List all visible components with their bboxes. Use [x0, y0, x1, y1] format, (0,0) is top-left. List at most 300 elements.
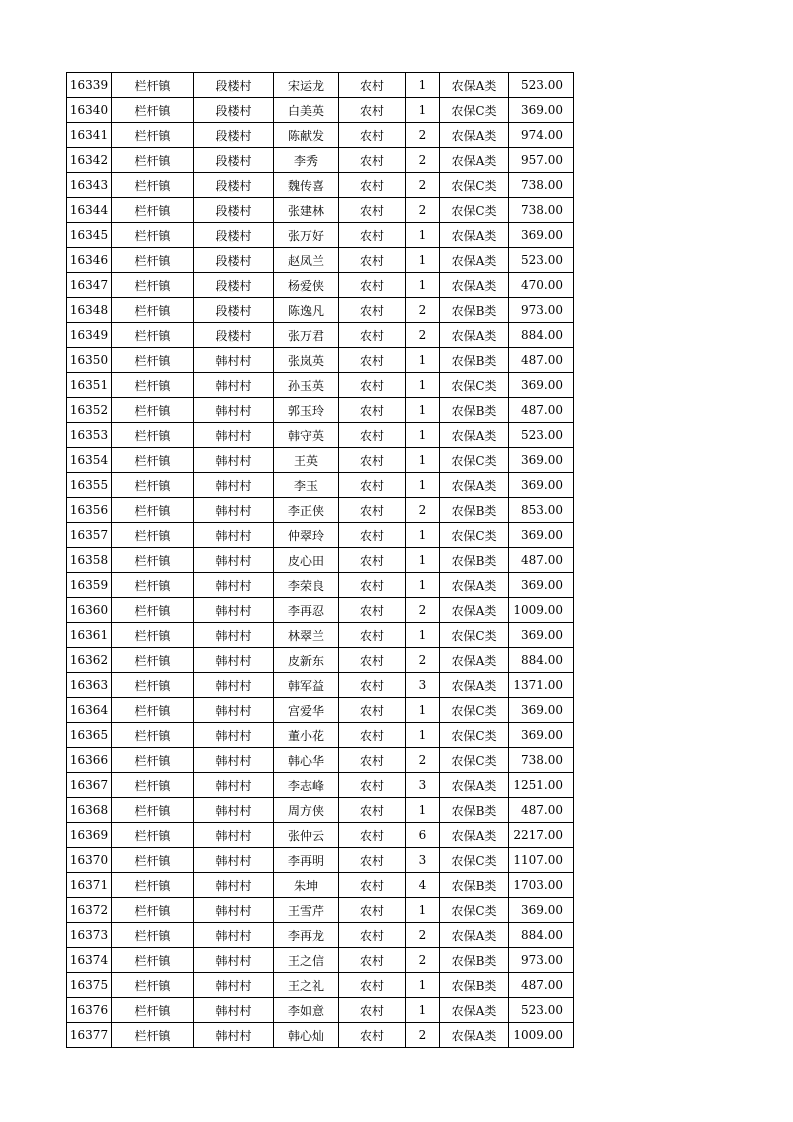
village-cell: 韩村村: [194, 773, 274, 798]
household-type-cell: 农村: [339, 173, 406, 198]
insurance-category-cell: 农保C类: [440, 198, 509, 223]
town-cell: 栏杆镇: [112, 98, 194, 123]
name-cell: 宋运龙: [274, 73, 339, 98]
village-cell: 韩村村: [194, 723, 274, 748]
town-cell: 栏杆镇: [112, 273, 194, 298]
record-id-cell: 16343: [67, 173, 112, 198]
insurance-category-cell: 农保B类: [440, 298, 509, 323]
village-cell: 韩村村: [194, 848, 274, 873]
name-cell: 李再明: [274, 848, 339, 873]
record-id-cell: 16368: [67, 798, 112, 823]
table-row: [67, 923, 574, 948]
member-count-cell: 1: [406, 98, 440, 123]
household-type-cell: 农村: [339, 223, 406, 248]
amount-cell: 1703.00: [509, 873, 574, 898]
table-row: [67, 823, 574, 848]
village-cell: 韩村村: [194, 748, 274, 773]
household-type-cell: 农村: [339, 148, 406, 173]
household-type-cell: 农村: [339, 323, 406, 348]
household-type-cell: 农村: [339, 373, 406, 398]
name-cell: 韩心华: [274, 748, 339, 773]
town-cell: 栏杆镇: [112, 773, 194, 798]
name-cell: 林翠兰: [274, 623, 339, 648]
amount-cell: 369.00: [509, 223, 574, 248]
household-type-cell: 农村: [339, 698, 406, 723]
record-id-cell: 16354: [67, 448, 112, 473]
village-cell: 韩村村: [194, 648, 274, 673]
insurance-category-cell: 农保A类: [440, 423, 509, 448]
town-cell: 栏杆镇: [112, 748, 194, 773]
household-type-cell: 农村: [339, 598, 406, 623]
village-cell: 韩村村: [194, 598, 274, 623]
record-id-cell: 16371: [67, 873, 112, 898]
name-cell: 王英: [274, 448, 339, 473]
record-id-cell: 16367: [67, 773, 112, 798]
name-cell: 李再忍: [274, 598, 339, 623]
name-cell: 白美英: [274, 98, 339, 123]
amount-cell: 487.00: [509, 798, 574, 823]
insurance-category-cell: 农保C类: [440, 173, 509, 198]
insurance-category-cell: 农保B类: [440, 873, 509, 898]
record-id-cell: 16375: [67, 973, 112, 998]
member-count-cell: 1: [406, 248, 440, 273]
village-cell: 段楼村: [194, 73, 274, 98]
amount-cell: 369.00: [509, 373, 574, 398]
table-row: [67, 448, 574, 473]
insurance-category-cell: 农保C类: [440, 698, 509, 723]
record-id-cell: 16351: [67, 373, 112, 398]
table-row: [67, 498, 574, 523]
table-row: [67, 248, 574, 273]
name-cell: 张万好: [274, 223, 339, 248]
table-row: [67, 123, 574, 148]
town-cell: 栏杆镇: [112, 648, 194, 673]
insurance-category-cell: 农保B类: [440, 948, 509, 973]
village-cell: 段楼村: [194, 298, 274, 323]
village-cell: 韩村村: [194, 448, 274, 473]
table-row: [67, 723, 574, 748]
village-cell: 韩村村: [194, 398, 274, 423]
amount-cell: 738.00: [509, 198, 574, 223]
household-type-cell: 农村: [339, 498, 406, 523]
member-count-cell: 2: [406, 598, 440, 623]
member-count-cell: 1: [406, 573, 440, 598]
insurance-category-cell: 农保A类: [440, 223, 509, 248]
household-type-cell: 农村: [339, 623, 406, 648]
record-id-cell: 16358: [67, 548, 112, 573]
member-count-cell: 3: [406, 673, 440, 698]
village-cell: 段楼村: [194, 248, 274, 273]
amount-cell: 369.00: [509, 523, 574, 548]
insurance-category-cell: 农保C类: [440, 448, 509, 473]
name-cell: 宫爱华: [274, 698, 339, 723]
amount-cell: 1009.00: [509, 598, 574, 623]
village-cell: 韩村村: [194, 873, 274, 898]
town-cell: 栏杆镇: [112, 398, 194, 423]
record-id-cell: 16344: [67, 198, 112, 223]
record-id-cell: 16348: [67, 298, 112, 323]
record-id-cell: 16355: [67, 473, 112, 498]
insurance-category-cell: 农保A类: [440, 923, 509, 948]
household-type-cell: 农村: [339, 848, 406, 873]
town-cell: 栏杆镇: [112, 723, 194, 748]
table-row: [67, 98, 574, 123]
name-cell: 李如意: [274, 998, 339, 1023]
village-cell: 段楼村: [194, 148, 274, 173]
amount-cell: 487.00: [509, 548, 574, 573]
insurance-category-cell: 农保A类: [440, 323, 509, 348]
member-count-cell: 2: [406, 298, 440, 323]
village-cell: 韩村村: [194, 523, 274, 548]
town-cell: 栏杆镇: [112, 123, 194, 148]
member-count-cell: 1: [406, 548, 440, 573]
record-id-cell: 16346: [67, 248, 112, 273]
member-count-cell: 2: [406, 198, 440, 223]
name-cell: 朱坤: [274, 873, 339, 898]
table-row: [67, 298, 574, 323]
table-row: [67, 398, 574, 423]
member-count-cell: 1: [406, 398, 440, 423]
table-row: [67, 798, 574, 823]
town-cell: 栏杆镇: [112, 448, 194, 473]
town-cell: 栏杆镇: [112, 223, 194, 248]
member-count-cell: 1: [406, 73, 440, 98]
name-cell: 魏传喜: [274, 173, 339, 198]
village-cell: 韩村村: [194, 573, 274, 598]
village-cell: 韩村村: [194, 1023, 274, 1048]
household-type-cell: 农村: [339, 773, 406, 798]
town-cell: 栏杆镇: [112, 198, 194, 223]
record-id-cell: 16341: [67, 123, 112, 148]
table-row: [67, 898, 574, 923]
amount-cell: 487.00: [509, 973, 574, 998]
table-row: [67, 523, 574, 548]
table-row: [67, 598, 574, 623]
household-type-cell: 农村: [339, 448, 406, 473]
village-cell: 韩村村: [194, 673, 274, 698]
table-row: [67, 198, 574, 223]
amount-cell: 369.00: [509, 723, 574, 748]
record-id-cell: 16342: [67, 148, 112, 173]
table-row: [67, 848, 574, 873]
name-cell: 李再龙: [274, 923, 339, 948]
household-type-cell: 农村: [339, 748, 406, 773]
household-type-cell: 农村: [339, 98, 406, 123]
insurance-category-cell: 农保A类: [440, 648, 509, 673]
table-row: [67, 473, 574, 498]
amount-cell: 523.00: [509, 423, 574, 448]
insurance-category-cell: 农保A类: [440, 598, 509, 623]
member-count-cell: 1: [406, 723, 440, 748]
record-id-cell: 16360: [67, 598, 112, 623]
household-type-cell: 农村: [339, 273, 406, 298]
amount-cell: 487.00: [509, 398, 574, 423]
town-cell: 栏杆镇: [112, 473, 194, 498]
town-cell: 栏杆镇: [112, 623, 194, 648]
village-cell: 韩村村: [194, 798, 274, 823]
insurance-category-cell: 农保C类: [440, 848, 509, 873]
record-id-cell: 16359: [67, 573, 112, 598]
amount-cell: 1107.00: [509, 848, 574, 873]
village-cell: 段楼村: [194, 198, 274, 223]
record-id-cell: 16356: [67, 498, 112, 523]
name-cell: 李正侠: [274, 498, 339, 523]
household-type-cell: 农村: [339, 648, 406, 673]
insurance-category-cell: 农保C类: [440, 523, 509, 548]
record-id-cell: 16372: [67, 898, 112, 923]
town-cell: 栏杆镇: [112, 423, 194, 448]
household-type-cell: 农村: [339, 348, 406, 373]
amount-cell: 369.00: [509, 698, 574, 723]
name-cell: 韩心灿: [274, 1023, 339, 1048]
table-row: [67, 323, 574, 348]
town-cell: 栏杆镇: [112, 373, 194, 398]
amount-cell: 1009.00: [509, 1023, 574, 1048]
insurance-category-cell: 农保C类: [440, 748, 509, 773]
member-count-cell: 4: [406, 873, 440, 898]
table-row: [67, 173, 574, 198]
amount-cell: 369.00: [509, 623, 574, 648]
member-count-cell: 3: [406, 773, 440, 798]
amount-cell: 369.00: [509, 573, 574, 598]
household-type-cell: 农村: [339, 423, 406, 448]
amount-cell: 738.00: [509, 748, 574, 773]
insurance-category-cell: 农保A类: [440, 248, 509, 273]
insurance-category-cell: 农保A类: [440, 73, 509, 98]
village-cell: 韩村村: [194, 923, 274, 948]
insurance-category-cell: 农保B类: [440, 973, 509, 998]
name-cell: 郭玉玲: [274, 398, 339, 423]
name-cell: 董小花: [274, 723, 339, 748]
table-row: [67, 673, 574, 698]
table-row: [67, 148, 574, 173]
member-count-cell: 1: [406, 423, 440, 448]
household-type-cell: 农村: [339, 998, 406, 1023]
household-type-cell: 农村: [339, 73, 406, 98]
name-cell: 李秀: [274, 148, 339, 173]
table-row: [67, 73, 574, 98]
member-count-cell: 2: [406, 748, 440, 773]
insurance-category-cell: 农保A类: [440, 673, 509, 698]
table-row: [67, 223, 574, 248]
household-type-cell: 农村: [339, 198, 406, 223]
table-row: [67, 548, 574, 573]
town-cell: 栏杆镇: [112, 973, 194, 998]
household-type-cell: 农村: [339, 1023, 406, 1048]
town-cell: 栏杆镇: [112, 698, 194, 723]
village-cell: 韩村村: [194, 898, 274, 923]
household-type-cell: 农村: [339, 823, 406, 848]
town-cell: 栏杆镇: [112, 898, 194, 923]
household-type-cell: 农村: [339, 898, 406, 923]
town-cell: 栏杆镇: [112, 823, 194, 848]
insurance-category-cell: 农保B类: [440, 798, 509, 823]
table-row: [67, 998, 574, 1023]
insurance-category-cell: 农保A类: [440, 998, 509, 1023]
member-count-cell: 1: [406, 373, 440, 398]
record-id-cell: 16350: [67, 348, 112, 373]
member-count-cell: 2: [406, 1023, 440, 1048]
name-cell: 张万君: [274, 323, 339, 348]
record-id-cell: 16364: [67, 698, 112, 723]
record-id-cell: 16362: [67, 648, 112, 673]
member-count-cell: 1: [406, 523, 440, 548]
record-id-cell: 16352: [67, 398, 112, 423]
insurance-category-cell: 农保A类: [440, 148, 509, 173]
record-id-cell: 16363: [67, 673, 112, 698]
record-id-cell: 16353: [67, 423, 112, 448]
record-id-cell: 16357: [67, 523, 112, 548]
amount-cell: 523.00: [509, 248, 574, 273]
household-type-cell: 农村: [339, 873, 406, 898]
name-cell: 陈献发: [274, 123, 339, 148]
member-count-cell: 3: [406, 848, 440, 873]
table-row: [67, 973, 574, 998]
town-cell: 栏杆镇: [112, 798, 194, 823]
record-id-cell: 16349: [67, 323, 112, 348]
insurance-category-cell: 农保A类: [440, 273, 509, 298]
household-type-cell: 农村: [339, 923, 406, 948]
amount-cell: 2217.00: [509, 823, 574, 848]
amount-cell: 973.00: [509, 298, 574, 323]
village-cell: 韩村村: [194, 973, 274, 998]
record-id-cell: 16369: [67, 823, 112, 848]
town-cell: 栏杆镇: [112, 673, 194, 698]
amount-cell: 1371.00: [509, 673, 574, 698]
insurance-category-cell: 农保A类: [440, 123, 509, 148]
member-count-cell: 2: [406, 323, 440, 348]
record-id-cell: 16373: [67, 923, 112, 948]
village-cell: 段楼村: [194, 123, 274, 148]
amount-cell: 973.00: [509, 948, 574, 973]
amount-cell: 957.00: [509, 148, 574, 173]
name-cell: 王之礼: [274, 973, 339, 998]
insurance-category-cell: 农保A类: [440, 573, 509, 598]
town-cell: 栏杆镇: [112, 173, 194, 198]
household-type-cell: 农村: [339, 548, 406, 573]
roster-body: [67, 73, 574, 1048]
amount-cell: 1251.00: [509, 773, 574, 798]
household-type-cell: 农村: [339, 973, 406, 998]
amount-cell: 853.00: [509, 498, 574, 523]
name-cell: 孙玉英: [274, 373, 339, 398]
record-id-cell: 16377: [67, 1023, 112, 1048]
member-count-cell: 2: [406, 648, 440, 673]
town-cell: 栏杆镇: [112, 573, 194, 598]
village-cell: 韩村村: [194, 548, 274, 573]
name-cell: 皮心田: [274, 548, 339, 573]
village-cell: 韩村村: [194, 373, 274, 398]
member-count-cell: 2: [406, 948, 440, 973]
member-count-cell: 1: [406, 623, 440, 648]
name-cell: 皮新东: [274, 648, 339, 673]
member-count-cell: 2: [406, 173, 440, 198]
table-row: [67, 573, 574, 598]
table-row: [67, 1023, 574, 1048]
member-count-cell: 1: [406, 473, 440, 498]
member-count-cell: 2: [406, 123, 440, 148]
name-cell: 李志峰: [274, 773, 339, 798]
name-cell: 杨爱侠: [274, 273, 339, 298]
town-cell: 栏杆镇: [112, 598, 194, 623]
amount-cell: 369.00: [509, 898, 574, 923]
town-cell: 栏杆镇: [112, 948, 194, 973]
name-cell: 韩守英: [274, 423, 339, 448]
amount-cell: 884.00: [509, 323, 574, 348]
village-cell: 韩村村: [194, 623, 274, 648]
table-row: [67, 698, 574, 723]
village-cell: 韩村村: [194, 698, 274, 723]
town-cell: 栏杆镇: [112, 923, 194, 948]
town-cell: 栏杆镇: [112, 523, 194, 548]
household-type-cell: 农村: [339, 798, 406, 823]
town-cell: 栏杆镇: [112, 148, 194, 173]
town-cell: 栏杆镇: [112, 323, 194, 348]
member-count-cell: 1: [406, 898, 440, 923]
town-cell: 栏杆镇: [112, 873, 194, 898]
insurance-category-cell: 农保C类: [440, 898, 509, 923]
table-row: [67, 348, 574, 373]
insurance-category-cell: 农保A类: [440, 823, 509, 848]
name-cell: 周方侠: [274, 798, 339, 823]
household-type-cell: 农村: [339, 398, 406, 423]
amount-cell: 487.00: [509, 348, 574, 373]
table-row: [67, 273, 574, 298]
record-id-cell: 16340: [67, 98, 112, 123]
town-cell: 栏杆镇: [112, 348, 194, 373]
member-count-cell: 1: [406, 273, 440, 298]
household-type-cell: 农村: [339, 123, 406, 148]
name-cell: 韩军益: [274, 673, 339, 698]
member-count-cell: 1: [406, 223, 440, 248]
village-cell: 韩村村: [194, 998, 274, 1023]
insurance-category-cell: 农保B类: [440, 348, 509, 373]
name-cell: 赵凤兰: [274, 248, 339, 273]
insurance-category-cell: 农保B类: [440, 498, 509, 523]
record-id-cell: 16370: [67, 848, 112, 873]
table-row: [67, 623, 574, 648]
village-cell: 韩村村: [194, 423, 274, 448]
table-row: [67, 873, 574, 898]
household-type-cell: 农村: [339, 573, 406, 598]
village-cell: 韩村村: [194, 498, 274, 523]
amount-cell: 369.00: [509, 98, 574, 123]
table-row: [67, 373, 574, 398]
insurance-category-cell: 农保B类: [440, 398, 509, 423]
village-cell: 段楼村: [194, 323, 274, 348]
name-cell: 李荣良: [274, 573, 339, 598]
village-cell: 韩村村: [194, 473, 274, 498]
record-id-cell: 16374: [67, 948, 112, 973]
village-cell: 段楼村: [194, 273, 274, 298]
town-cell: 栏杆镇: [112, 848, 194, 873]
amount-cell: 369.00: [509, 448, 574, 473]
town-cell: 栏杆镇: [112, 298, 194, 323]
member-count-cell: 1: [406, 448, 440, 473]
insurance-category-cell: 农保B类: [440, 548, 509, 573]
insurance-category-cell: 农保A类: [440, 1023, 509, 1048]
town-cell: 栏杆镇: [112, 248, 194, 273]
record-id-cell: 16347: [67, 273, 112, 298]
household-type-cell: 农村: [339, 298, 406, 323]
insurance-category-cell: 农保C类: [440, 373, 509, 398]
record-id-cell: 16376: [67, 998, 112, 1023]
member-count-cell: 1: [406, 698, 440, 723]
town-cell: 栏杆镇: [112, 1023, 194, 1048]
member-count-cell: 2: [406, 498, 440, 523]
insurance-category-cell: 农保A类: [440, 773, 509, 798]
town-cell: 栏杆镇: [112, 498, 194, 523]
